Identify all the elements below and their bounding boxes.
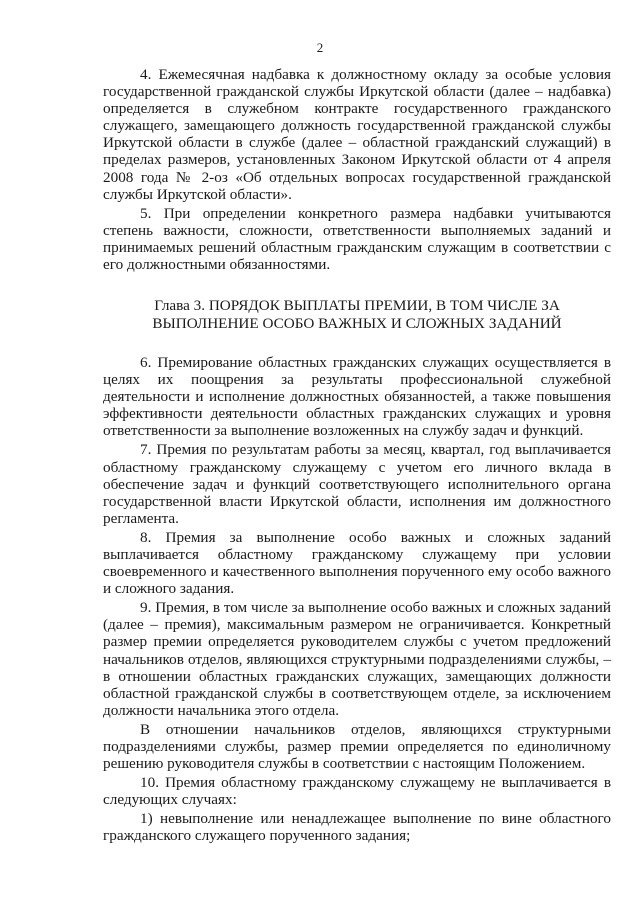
page-number: 2 [316, 40, 324, 55]
paragraph-9: 9. Премия, в том числе за выполнение особо важных и сложных заданий (далее – премия), максимальным размером не ограничивается. Конкретный размер премии определяется руководителем службы с учетом предложений начальников отделов, являющихся структурными подразделениями службы, – в отношении областных гражданских служащих, замещающих должности областной гражданской службы в соответствующем отделе, за исключением должности начальника этого отдела. [103, 599, 611, 719]
document-body [103, 66, 611, 845]
paragraph-6: 6. Премирование областных гражданских служащих осуществляется в целях их поощрения за результаты профессиональной служебной деятельности и исполнение должностных обязанностей, а также повышения эффективности деятельности областных гражданских служащих и уровня ответственности за выполнение возложенных на службу задач и функций. [103, 353, 611, 440]
paragraph-8: 8. Премия за выполнение особо важных и сложных заданий выплачивается областному гражданскому служащему при условии своевременного и качественного выполнения порученного ему особо важного и сложного задания. [103, 528, 611, 598]
paragraph-4: 4. Ежемесячная надбавка к должностному окладу за особые условия государственной гражданской службы Иркутской области (далее – надбавка) определяется в служебном контракте государственного гражданского служащего, замещающего должность государственной гражданской службы Иркутской области в службе (далее – областной гражданский служащий) в пределах размеров, установленных Законом Иркутской области от 4 апреля 2008 года № 2-оз «Об отдельных вопросах государственной гражданской службы Иркутской области». [103, 66, 611, 203]
chapter-heading [103, 297, 611, 332]
paragraph-5: 5. При определении конкретного размера надбавки учитываются степень важности, сложности, ответственности выполняемых заданий и принимаемых решений областным гражданским служащим в соответствии с его должностными обязанностями. [103, 204, 611, 274]
chapter-heading-line-1: Глава 3. ПОРЯДОК ВЫПЛАТЫ ПРЕМИИ, В ТОМ ЧИСЛЕ ЗА [154, 297, 560, 315]
chapter-heading-line-2: ВЫПОЛНЕНИЕ ОСОБО ВАЖНЫХ И СЛОЖНЫХ ЗАДАНИЙ [152, 314, 562, 332]
paragraph-7: 7. Премия по результатам работы за месяц, квартал, год выплачивается областному гражданскому служащему с учетом его личного вклада в обеспечение задач и функций соответствующего исполнительного органа государственной власти Иркутской области, исполнения им должностного регламента. [103, 441, 611, 527]
paragraph-9-continuation: В отношении начальников отделов, являющихся структурными подразделениями службы, размер премии определяется по единоличному решению руководителя службы в соответствии с настоящим Положением. [103, 720, 611, 773]
paragraph-10-item-1: 1) невыполнение или ненадлежащее выполнение по вине областного гражданского служащего порученного задания; [103, 810, 611, 845]
paragraph-10: 10. Премия областному гражданскому служащему не выплачивается в следующих случаях: [103, 774, 611, 809]
